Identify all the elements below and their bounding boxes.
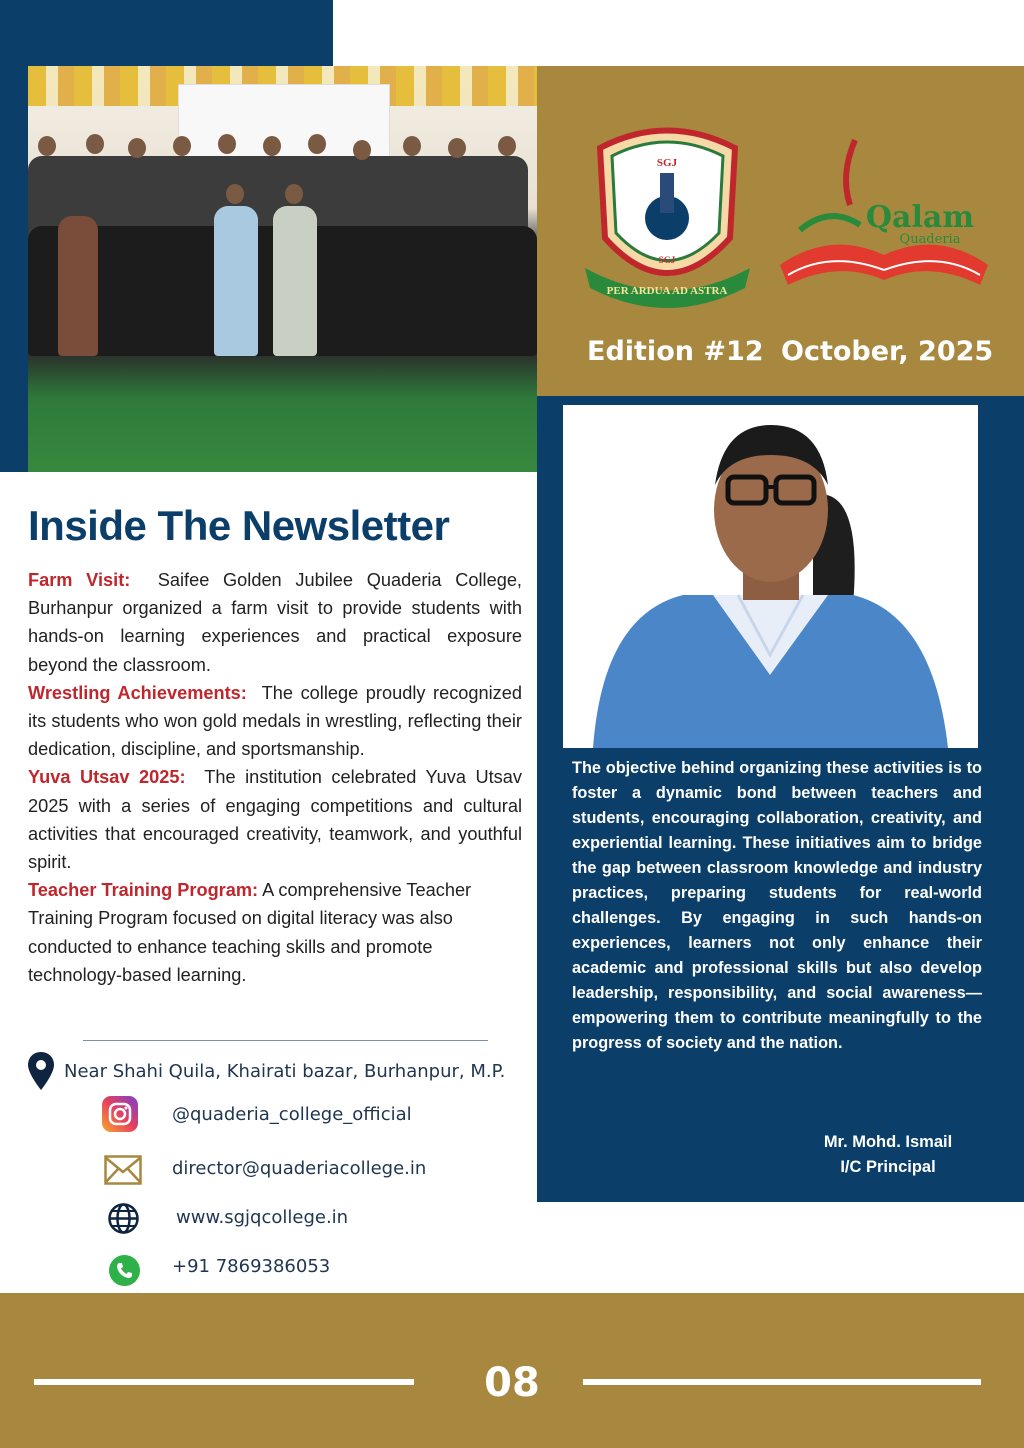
svg-text:SGJ: SGJ	[658, 255, 676, 265]
qalam-quaderia-logo	[770, 135, 998, 295]
qalam-text: Qalam	[865, 200, 975, 235]
emblem-sgj-text: SGJ	[656, 157, 678, 169]
signature-role: I/C Principal	[840, 1158, 936, 1176]
instagram-icon[interactable]	[102, 1096, 138, 1132]
globe-icon[interactable]	[107, 1202, 140, 1235]
section-farm-visit	[28, 566, 522, 679]
svg-text:PER ARDUA AD ASTRA: PER ARDUA AD ASTRA	[606, 285, 728, 297]
section-text: Saifee Golden Jubilee Quaderia College, Burhanpur organized a farm visit to provide students with hands-on learning experiences and practical exposure beyond the classroom.	[28, 570, 522, 675]
location-icon	[28, 1052, 54, 1090]
section-label: Wrestling Achievements:	[28, 682, 247, 703]
page-number: 08	[484, 1360, 540, 1406]
section-teacher-training	[28, 876, 522, 989]
section-yuva-utsav	[28, 763, 522, 876]
college-emblem-logo	[580, 118, 755, 314]
edition-date: October, 2025	[781, 336, 994, 367]
email-icon[interactable]	[104, 1155, 142, 1185]
signature-block	[798, 1130, 978, 1180]
instagram-handle[interactable]: @quaderia_college_official	[172, 1104, 412, 1125]
newsletter-body	[28, 566, 522, 989]
signature-name: Mr. Mohd. Ismail	[823, 1133, 953, 1151]
website-url[interactable]: www.sgjqcollege.in	[176, 1207, 349, 1228]
svg-text:Quaderia: Quaderia	[899, 232, 961, 247]
phone-number[interactable]: +91 7869386053	[172, 1256, 331, 1277]
section-label: Yuva Utsav 2025:	[28, 767, 186, 788]
page-title: Inside The Newsletter	[28, 502, 450, 549]
contact-divider	[83, 1040, 488, 1041]
edition-label: Edition #12	[587, 336, 764, 367]
phone-icon[interactable]	[109, 1255, 140, 1286]
address-text: Near Shahi Quila, Khairati bazar, Burhanpur, M.P.	[64, 1061, 506, 1082]
section-text: A comprehensive Teacher Training Program focused on digital literacy was also conducted to enhance teaching skills and promote technology-based learning.	[28, 880, 472, 985]
section-text: The institution celebrated Yuva Utsav 2025 with a series of engaging competitions and cultural activities that encouraged creativity, teamwork, and youthful spirit.	[28, 767, 522, 873]
section-text: The college proudly recognized its students who won gold medals in wrestling, reflecting their dedication, discipline, and sportsmanship.	[28, 682, 523, 760]
principal-message: The objective behind organizing these activities is to foster a dynamic bond between teachers and students, encouraging collaboration, creativity, and experiential learning. These initiatives aim to bridge the gap between classroom knowledge and industry practices, preparing students for real-world challenges. By engaging in such hands-on experiences, learners not only enhance their academic and professional skills but also develop leadership, responsibility, and social awareness—empowering them to contribute meaningfully to the progress of society and the nation.	[572, 759, 982, 1052]
principal-portrait	[563, 405, 978, 748]
section-label: Farm Visit:	[28, 570, 131, 590]
group-photo	[28, 66, 537, 472]
section-label: Teacher Training Program:	[28, 880, 259, 901]
section-wrestling	[28, 679, 522, 764]
email-address[interactable]: director@quaderiacollege.in	[172, 1158, 427, 1179]
